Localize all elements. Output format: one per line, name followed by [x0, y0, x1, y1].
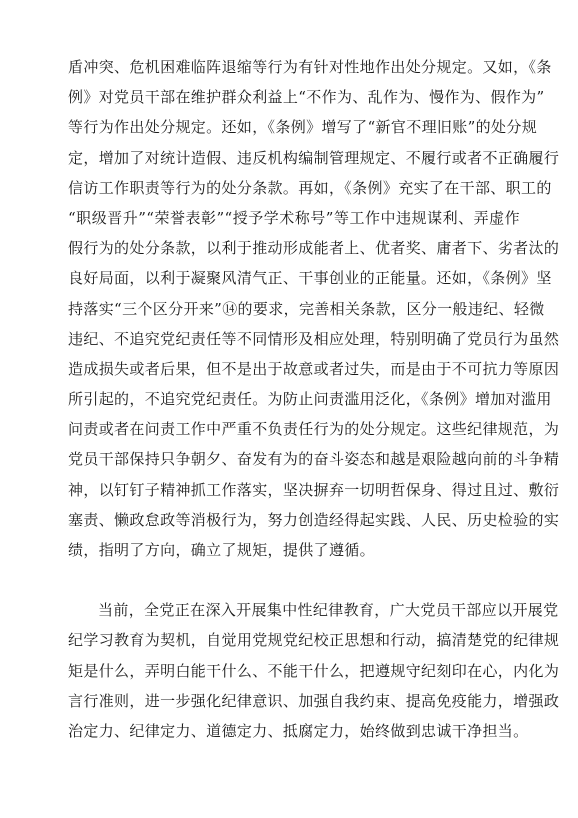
- text-line: 盾冲突、危机困难临阵退缩等行为有针对性地作出处分规定。又如，《条: [68, 58, 552, 76]
- text-line: 造成损失或者后果，但不是出于故意或者过失，而是由于不可抗力等原因: [68, 359, 560, 378]
- text-line: 所引起的，不追究党纪责任。为防止问责滥用泛化，《条例》增加对滥用: [68, 390, 552, 409]
- paragraph-1: [68, 52, 560, 565]
- text-line: 当前，全党正在深入开展集中性纪律教育，广大党员干部应以开展党: [98, 601, 559, 620]
- text-line: 例》对党员干部在维护群众利益上“不作为、乱作为、慢作为、假作为”: [68, 88, 545, 107]
- text-line: 神，以钉钉子精神抓工作落实，坚决摒弃一切明哲保身、得过且过、敷衍: [68, 480, 560, 499]
- text-line: 假行为的处分条款，以利于推动形成能者上、优者奖、庸者下、劣者汰的: [68, 239, 560, 258]
- text-line: 塞责、懒政怠政等消极行为，努力创造经得起实践、人民、历史检验的实: [68, 510, 560, 529]
- text-line: 绩，指明了方向，确立了规矩，提供了遵循。: [68, 541, 376, 559]
- text-line: 良好局面，以利于凝聚风清气正、干事创业的正能量。还如，《条例》坚: [68, 269, 552, 288]
- paragraph-2: [68, 595, 560, 746]
- text-line: 定，增加了对统计造假、违反机构编制管理规定、不履行或者不正确履行: [68, 148, 560, 167]
- text-line: 言行准则，进一步强化纪律意识、加强自我约束、提高免疫能力，增强政: [68, 691, 560, 710]
- text-line: 治定力、纪律定力、道德定力、抵腐定力，始终做到忠诚干净担当。: [68, 721, 529, 740]
- document-page: [68, 52, 560, 746]
- text-line: 党员干部保持只争朝夕、奋发有为的奋斗姿态和越是艰险越向前的斗争精: [68, 450, 560, 469]
- text-line: 信访工作职责等行为的处分条款。再如，《条例》充实了在干部、职工的: [68, 178, 552, 197]
- text-line: “职级晋升”“荣誉表彰”“授予学术称号”等工作中违规谋利、弄虚作: [68, 208, 520, 227]
- text-line: 问责或者在问责工作中严重不负责任行为的处分规定。这些纪律规范，为: [68, 420, 560, 439]
- text-line: 等行为作出处分规定。还如，《条例》增写了“新官不理旧账”的处分规: [68, 118, 538, 137]
- text-line: 违纪、不追究党纪责任等不同情形及相应处理，特别明确了党员行为虽然: [68, 329, 560, 348]
- text-line: 矩是什么，弄明白能干什么、不能干什么，把遵规守纪刻印在心，内化为: [68, 661, 560, 680]
- text-line: 持落实“三个区分开来”⑭的要求，完善相关条款，区分一般违纪、轻微: [68, 299, 545, 318]
- text-line: 纪学习教育为契机，自觉用党规党纪校正思想和行动，搞清楚党的纪律规: [68, 631, 560, 650]
